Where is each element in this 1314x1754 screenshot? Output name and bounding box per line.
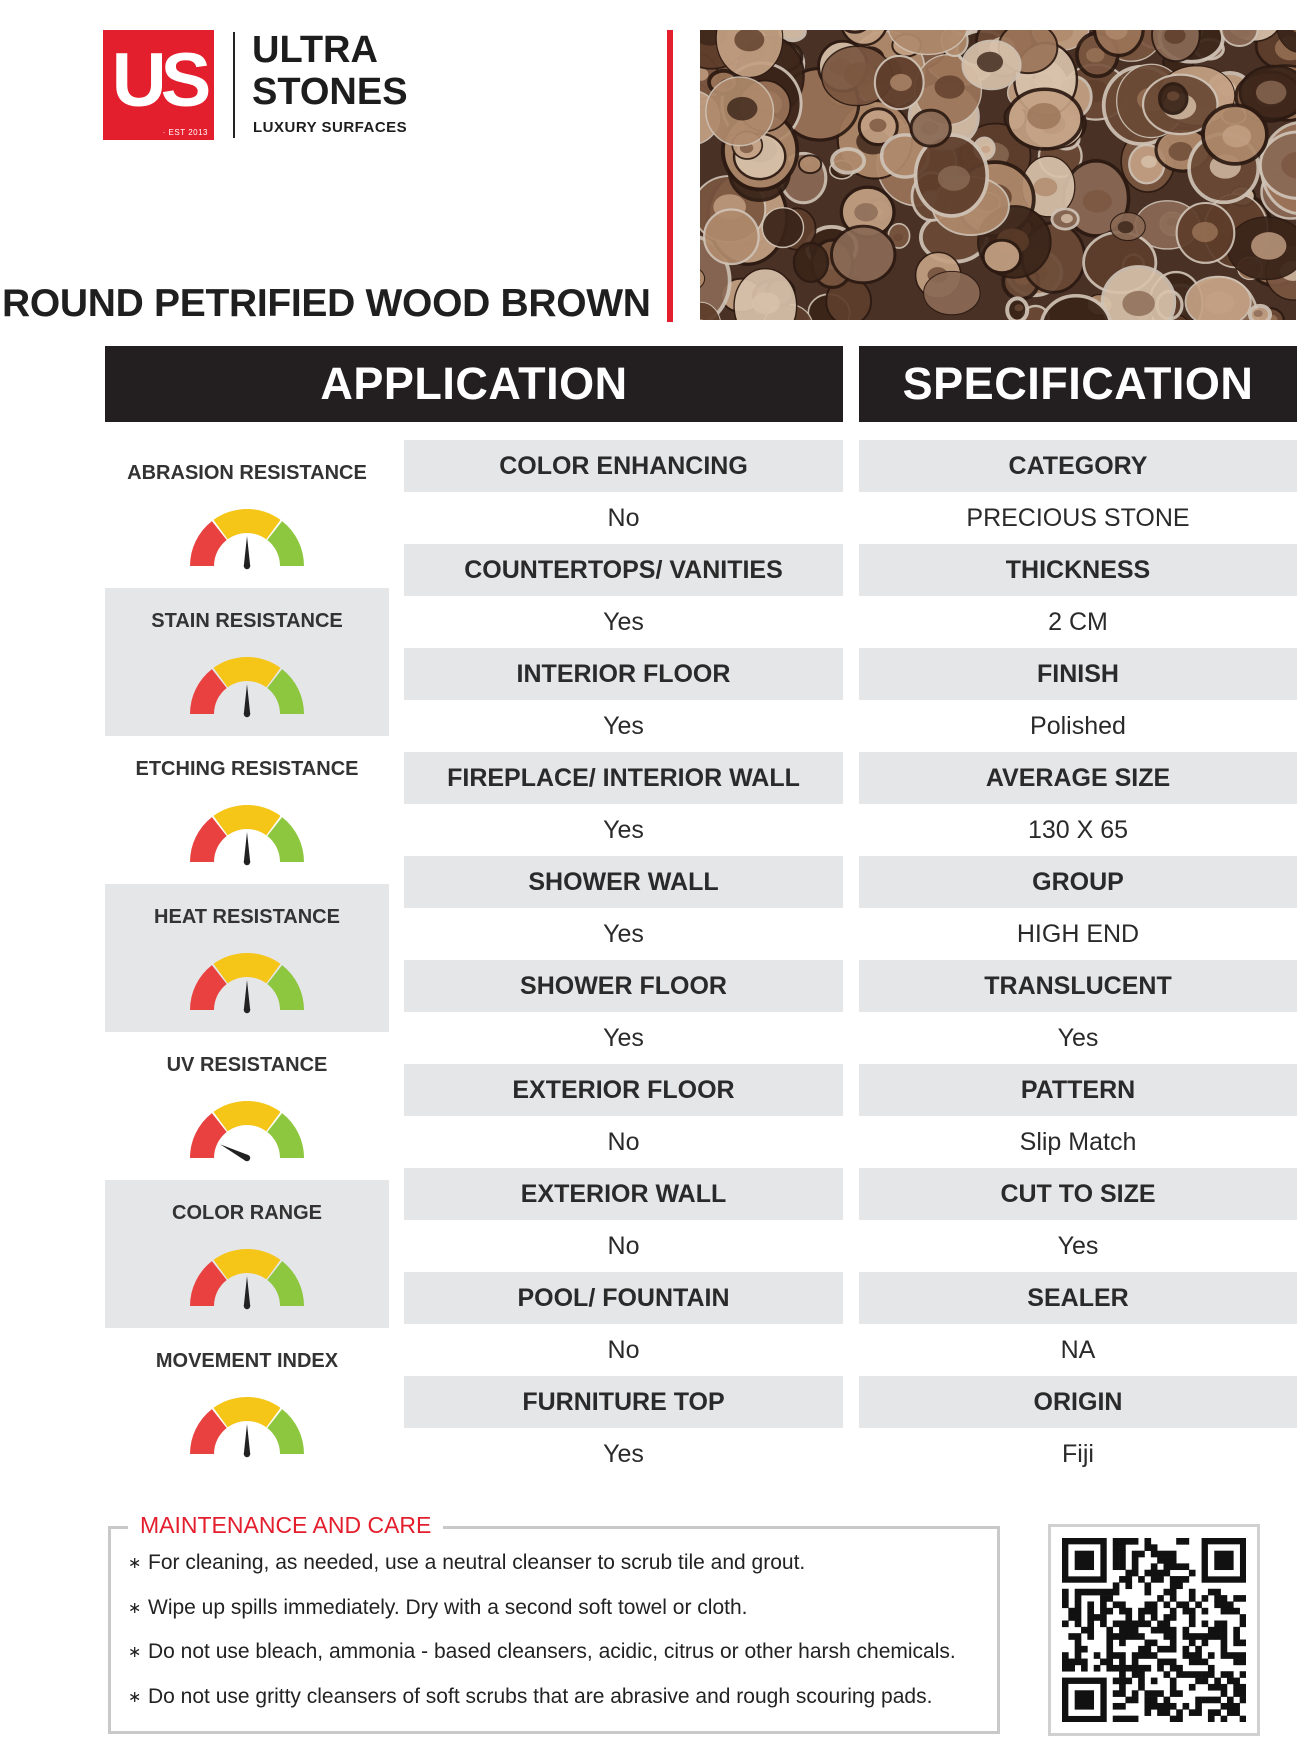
rating-stain-resistance — [105, 588, 389, 736]
application-row-value: Yes — [603, 1024, 644, 1052]
gauge-yellow-segment — [213, 953, 280, 983]
application-row-value: No — [607, 1232, 640, 1260]
specification-row-name: CUT TO SIZE — [859, 1168, 1297, 1220]
specification-row-value: NA — [1060, 1336, 1096, 1364]
rating-label: COLOR RANGE — [172, 1202, 322, 1224]
gauge-needle — [244, 832, 250, 862]
gauge-yellow-segment — [213, 1397, 280, 1427]
brand-logo — [103, 30, 214, 140]
application-header: APPLICATION — [105, 346, 843, 422]
application-table — [404, 440, 843, 1480]
maintenance-item — [128, 1682, 956, 1727]
specification-row-name: FINISH — [859, 648, 1297, 700]
logo-divider — [233, 32, 235, 138]
application-row-name: INTERIOR FLOOR — [404, 648, 843, 700]
application-row-name: FURNITURE TOP — [404, 1376, 843, 1428]
gauge-yellow-segment — [213, 657, 280, 687]
gauge-icon — [187, 654, 307, 718]
gauge-needle — [244, 1424, 250, 1454]
gauge-icon — [187, 1098, 307, 1162]
gauge-yellow-segment — [213, 805, 280, 835]
application-row-value: Yes — [603, 816, 644, 844]
application-row-name: SHOWER WALL — [404, 856, 843, 908]
specification-row-value: PRECIOUS STONE — [966, 504, 1190, 532]
brand-name-line1: ULTRA — [252, 29, 378, 71]
specification-row-name: CATEGORY — [859, 440, 1297, 492]
bullet-icon: ∗ — [128, 1599, 142, 1617]
gauge-icon — [187, 506, 307, 570]
bullet-icon: ∗ — [128, 1688, 142, 1706]
specification-row-value: Yes — [1057, 1024, 1099, 1052]
specification-row-value: Yes — [1057, 1232, 1099, 1260]
specification-table — [859, 440, 1297, 1480]
specification-row-value: Slip Match — [1019, 1128, 1137, 1156]
application-row-value: No — [607, 504, 640, 532]
rating-movement-index — [105, 1328, 389, 1476]
gauge-yellow-segment — [213, 1249, 280, 1279]
maintenance-item-text: Wipe up spills immediately. Dry with a second soft towel or cloth. — [148, 1595, 748, 1619]
specification-row-name: AVERAGE SIZE — [859, 752, 1297, 804]
specification-row-name: PATTERN — [859, 1064, 1297, 1116]
gauge-icon — [187, 802, 307, 866]
specification-row-value: 130 X 65 — [1027, 816, 1129, 844]
maintenance-item-text: For cleaning, as needed, use a neutral cleanser to scrub tile and grout. — [148, 1551, 806, 1574]
maintenance-list — [128, 1548, 956, 1726]
gauge-yellow-segment — [213, 509, 280, 539]
specification-row-name: GROUP — [859, 856, 1297, 908]
brand-tagline: LUXURY SURFACES — [253, 119, 408, 136]
rating-label: STAIN RESISTANCE — [151, 610, 343, 632]
application-row-name: FIREPLACE/ INTERIOR WALL — [404, 752, 843, 804]
stone-photo — [700, 30, 1296, 320]
brand-name-line2: STONES — [252, 71, 408, 113]
application-row-name: EXTERIOR WALL — [404, 1168, 843, 1220]
specification-row-name: THICKNESS — [859, 544, 1297, 596]
application-row-value: Yes — [603, 608, 644, 636]
accent-bar — [667, 30, 673, 322]
application-row-name: COLOR ENHANCING — [404, 440, 843, 492]
application-row-name: POOL/ FOUNTAIN — [404, 1272, 843, 1324]
gauge-needle — [244, 536, 250, 566]
logo-mark: US — [111, 38, 206, 123]
maintenance-item-text: Do not use gritty cleansers of soft scrubs that are abrasive and rough scouring pads. — [148, 1684, 933, 1708]
application-row-value: Yes — [603, 712, 644, 740]
rating-uv-resistance — [105, 1032, 389, 1180]
maintenance-item — [128, 1637, 956, 1682]
application-row-value: No — [607, 1128, 640, 1156]
maintenance-title: MAINTENANCE AND CARE — [128, 1512, 443, 1539]
application-row-name: COUNTERTOPS/ VANITIES — [404, 544, 843, 596]
rating-label: ETCHING RESISTANCE — [135, 758, 359, 780]
gauge-icon — [187, 1246, 307, 1310]
gauge-icon — [187, 950, 307, 1014]
application-row-name: EXTERIOR FLOOR — [404, 1064, 843, 1116]
application-row-name: SHOWER FLOOR — [404, 960, 843, 1012]
gauge-needle — [244, 684, 250, 714]
application-row-value: Yes — [603, 920, 644, 948]
application-row-value: Yes — [603, 1440, 644, 1468]
specification-row-value: Polished — [1030, 712, 1126, 740]
specification-row-name: ORIGIN — [859, 1376, 1297, 1428]
specification-row-name: TRANSLUCENT — [859, 960, 1297, 1012]
rating-etching-resistance — [105, 736, 389, 884]
specification-row-value: Fiji — [1062, 1440, 1094, 1468]
rating-label: UV RESISTANCE — [166, 1054, 328, 1076]
maintenance-item — [128, 1593, 956, 1638]
gauge-needle — [244, 980, 250, 1010]
specification-header: SPECIFICATION — [859, 346, 1297, 422]
specification-row-value: HIGH END — [1016, 920, 1140, 948]
rating-color-range — [105, 1180, 389, 1328]
rating-abrasion-resistance — [105, 440, 389, 588]
specification-row-value: 2 CM — [1048, 608, 1108, 636]
rating-label: MOVEMENT INDEX — [155, 1350, 339, 1372]
specification-row-name: SEALER — [859, 1272, 1297, 1324]
bullet-icon: ∗ — [128, 1555, 142, 1572]
logo-est: · EST 2013 — [162, 128, 208, 137]
gauge-icon — [187, 1394, 307, 1458]
rating-label: HEAT RESISTANCE — [154, 906, 340, 928]
rating-heat-resistance — [105, 884, 389, 1032]
qr-code — [1048, 1524, 1260, 1736]
gauge-yellow-segment — [213, 1101, 280, 1131]
gauge-needle — [244, 1276, 250, 1306]
rating-label: ABRASION RESISTANCE — [127, 462, 367, 484]
product-title: ROUND PETRIFIED WOOD BROWN — [2, 282, 651, 325]
maintenance-item-text: Do not use bleach, ammonia - based cleansers, acidic, citrus or other harsh chemicals. — [148, 1640, 956, 1663]
bullet-icon: ∗ — [128, 1644, 142, 1661]
application-row-value: No — [607, 1336, 640, 1364]
maintenance-item — [128, 1548, 956, 1593]
